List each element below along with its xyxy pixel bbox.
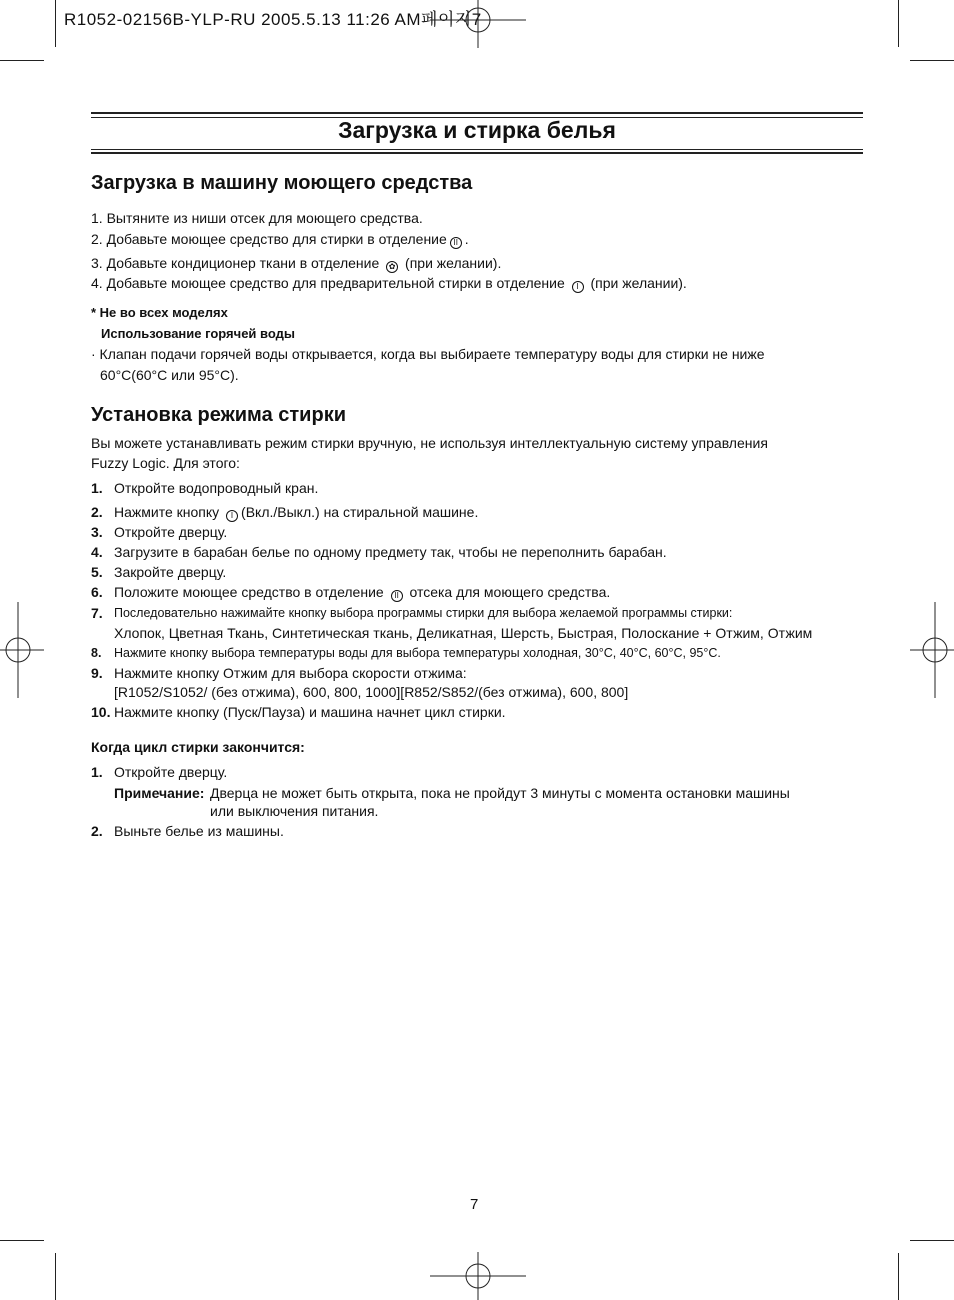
step-number: 6.	[91, 584, 103, 600]
note-label: Примечание:	[114, 785, 205, 801]
registration-mark-right	[910, 602, 954, 698]
page-title: Загрузка и стирка белья	[338, 117, 616, 143]
section-heading-detergent: Загрузка в машину моющего средства	[91, 172, 473, 194]
note-line-1: Дверца не может быть открыта, пока не пройдут 3 минуты с момента остановки машины	[210, 785, 790, 801]
step-number: 8.	[91, 646, 102, 660]
step-text: Закройте дверцу.	[114, 564, 227, 580]
step-text: Откройте водопроводный кран.	[114, 480, 319, 496]
note-hot-water-heading: Использование горячей воды	[101, 326, 295, 341]
step-number: 1.	[91, 764, 103, 780]
crop-mark	[910, 1240, 954, 1241]
section-heading-finish: Когда цикл стирки закончится:	[91, 739, 305, 755]
step-text: Нажмите кнопку выбора температуры воды для выбора температуры холодная, 30°C, 40°C, 60°C, 95°C.	[114, 646, 721, 660]
detergent-step-4	[91, 273, 687, 293]
step-text: Нажмите кнопку (Пуск/Пауза) и машина начнет цикл стирки.	[114, 704, 506, 720]
compartment-ii-icon: II	[391, 590, 403, 602]
step-text: Откройте дверцу.	[114, 524, 228, 540]
step-number: 10.	[91, 704, 111, 720]
crop-mark	[0, 1240, 44, 1241]
crop-mark	[898, 1253, 899, 1300]
section-heading-mode: Установка режима стирки	[91, 404, 346, 426]
registration-mark-bottom	[430, 1252, 526, 1300]
title-rule-bottom-thin	[91, 149, 863, 150]
step-text: Последовательно нажимайте кнопку выбора программы стирки для выбора желаемой программы стирки:	[114, 606, 733, 620]
detergent-step-3-suffix: (при желании).	[405, 255, 502, 271]
title-rule-bottom	[91, 152, 863, 154]
title-rule-top	[91, 112, 863, 114]
step-text: Выньте белье из машины.	[114, 823, 284, 839]
step-number: 2.	[91, 504, 103, 520]
step-number: 3.	[91, 524, 103, 540]
softener-flower-icon: ✿	[386, 261, 398, 273]
step-6-text-b: отсека для моющего средства.	[409, 584, 611, 600]
detergent-step-2: 2. Добавьте моющее средство для стирки в отделение II .	[91, 231, 469, 247]
detergent-step-1: 1. Вытяните из ниши отсек для моющего средства.	[91, 210, 423, 226]
page-number: 7	[470, 1196, 479, 1213]
note-line-2: или выключения питания.	[210, 803, 379, 819]
registration-mark-left	[0, 602, 44, 698]
step-number: 7.	[91, 605, 103, 621]
note-not-all-models: * Не во всех моделях	[91, 305, 228, 320]
step-text-continued: Хлопок, Цветная Ткань, Синтетическая ткань, Деликатная, Шерсть, Быстрая, Полоскание + Отжим, Отжим	[114, 625, 813, 641]
step-text-continued: [R1052/S1052/ (без отжима), 600, 800, 1000][R852/S852/(без отжима), 600, 800]	[114, 684, 629, 700]
step-text	[114, 584, 610, 602]
mode-intro-line-1: Вы можете устанавливать режим стирки вручную, не используя интеллектуальную систему управления	[91, 435, 768, 451]
step-2-text-b: (Вкл./Выкл.) на стиральной машине.	[241, 504, 479, 520]
compartment-ii-icon: II	[450, 237, 462, 249]
crop-mark	[910, 60, 954, 61]
registration-mark-top	[430, 0, 526, 48]
step-text: Нажмите кнопку Отжим для выбора скорости отжима:	[114, 665, 467, 681]
step-number: 9.	[91, 665, 103, 681]
step-number: 2.	[91, 823, 103, 839]
step-6-text-a: Положите моющее средство в отделение	[114, 584, 384, 600]
crop-mark	[55, 1253, 56, 1300]
detergent-step-4-text: 4. Добавьте моющее средство для предварительной стирки в отделение	[91, 275, 565, 291]
detergent-step-3	[91, 253, 501, 273]
compartment-i-icon: I	[572, 281, 584, 293]
detergent-step-3-text: 3. Добавьте кондиционер ткани в отделение	[91, 255, 380, 271]
crop-mark	[898, 0, 899, 47]
power-icon: I	[226, 510, 238, 522]
step-text: Загрузите в барабан белье по одному предмету так, чтобы не переполнить барабан.	[114, 544, 667, 560]
crop-mark	[0, 60, 44, 61]
note-hot-water-line-1: · Клапан подачи горячей воды открывается, когда вы выбираете температуру воды для стирки не ниже	[91, 346, 765, 362]
detergent-step-2-text: 2. Добавьте моющее средство для стирки в отделение	[91, 231, 447, 247]
step-text: Откройте дверцу.	[114, 764, 228, 780]
note-hot-water-line-2: 60°C(60°C или 95°C).	[100, 367, 239, 383]
step-number: 4.	[91, 544, 103, 560]
step-number: 1.	[91, 480, 103, 496]
step-2-text-a: Нажмите кнопку	[114, 504, 220, 520]
step-text	[114, 504, 478, 522]
crop-mark	[55, 0, 56, 47]
print-slug: R1052-02156B-YLP-RU 2005.5.13 11:26 AM페이지7	[64, 10, 482, 29]
mode-intro-line-2: Fuzzy Logic. Для этого:	[91, 455, 240, 471]
step-number: 5.	[91, 564, 103, 580]
detergent-step-4-suffix: (при желании).	[590, 275, 687, 291]
